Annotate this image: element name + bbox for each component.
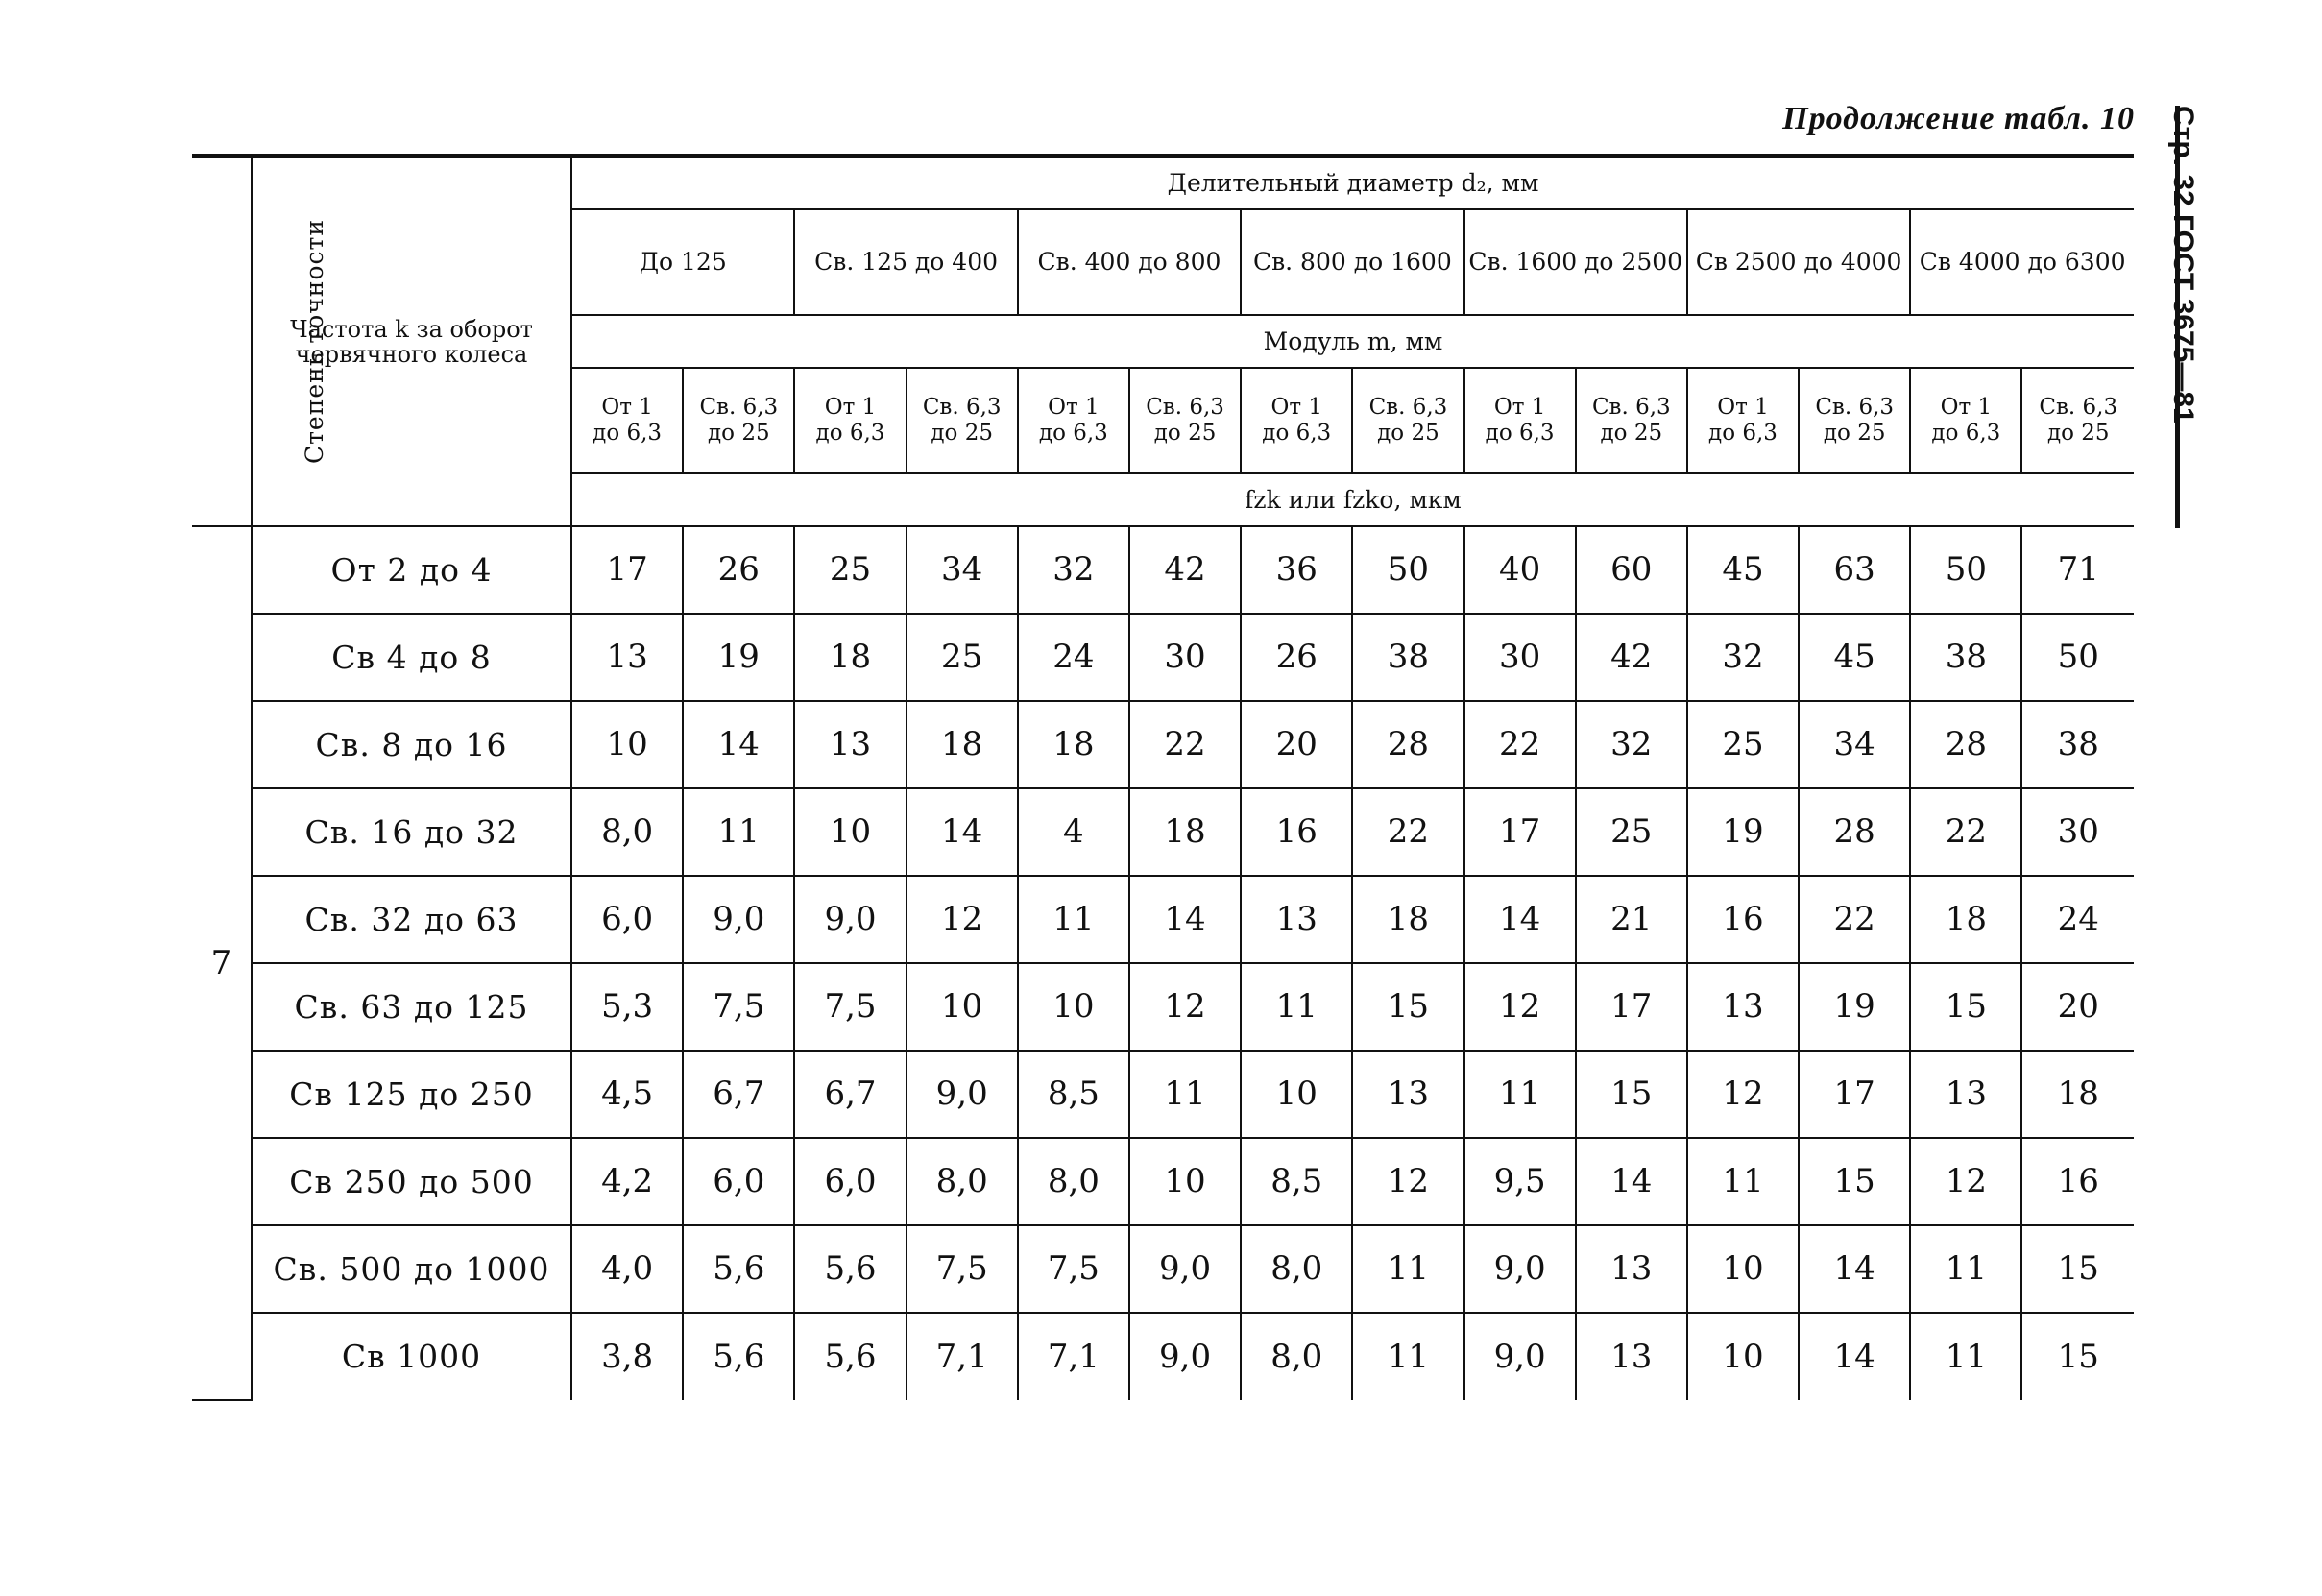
value-cell: 11 (1352, 1225, 1463, 1313)
value-cell: 10 (571, 701, 683, 788)
value-cell: 11 (1910, 1313, 2021, 1400)
value-cell: 12 (1687, 1051, 1799, 1138)
value-cell: 71 (2021, 526, 2134, 614)
module-high-line2: до 25 (1377, 420, 1439, 446)
value-cell: 7,5 (907, 1225, 1018, 1313)
diameter-range-1: До 125 (571, 209, 794, 315)
freq-cell: Св. 16 до 32 (252, 788, 571, 876)
value-cell: 24 (1018, 614, 1129, 701)
module-low-line2: до 6,3 (1038, 420, 1108, 446)
module-high-6 (1799, 368, 1910, 473)
module-high-line1: Св. 6,3 (1591, 394, 1671, 420)
value-cell: 28 (1799, 788, 1910, 876)
value-cell: 5,3 (571, 963, 683, 1051)
value-cell: 14 (907, 788, 1018, 876)
value-cell: 15 (1799, 1138, 1910, 1225)
module-high-line2: до 25 (2046, 420, 2110, 446)
value-cell: 14 (1799, 1313, 1910, 1400)
freq-cell: Св 250 до 500 (252, 1138, 571, 1225)
value-cell: 8,0 (571, 788, 683, 876)
value-cell: 4,0 (571, 1225, 683, 1313)
value-cell: 18 (1129, 788, 1241, 876)
value-cell: 15 (1576, 1051, 1687, 1138)
value-cell: 9,5 (1464, 1138, 1576, 1225)
value-cell: 13 (1576, 1225, 1687, 1313)
diameter-range-2: Св. 125 до 400 (794, 209, 1017, 315)
value-cell: 8,0 (1241, 1225, 1352, 1313)
value-cell: 28 (1352, 701, 1463, 788)
value-cell: 11 (683, 788, 794, 876)
value-cell: 20 (1241, 701, 1352, 788)
value-cell: 21 (1576, 876, 1687, 963)
value-cell: 11 (1241, 963, 1352, 1051)
value-cell: 5,6 (794, 1313, 906, 1400)
module-low-line2: до 6,3 (1485, 420, 1555, 446)
value-cell: 25 (907, 614, 1018, 701)
value-cell: 9,0 (907, 1051, 1018, 1138)
value-cell: 18 (2021, 1051, 2134, 1138)
table-body (192, 526, 2134, 1400)
value-cell: 9,0 (1464, 1225, 1576, 1313)
module-high-line1: Св. 6,3 (1146, 394, 1224, 420)
module-low-line1: От 1 (824, 394, 877, 420)
module-low-7 (1910, 368, 2021, 473)
table-row (192, 1313, 2134, 1400)
value-cell: 11 (1687, 1138, 1799, 1225)
value-cell: 38 (1352, 614, 1463, 701)
value-cell: 17 (1576, 963, 1687, 1051)
value-cell: 15 (2021, 1225, 2134, 1313)
module-high-3 (1129, 368, 1241, 473)
value-cell: 11 (1464, 1051, 1576, 1138)
value-cell: 22 (1352, 788, 1463, 876)
value-cell: 40 (1464, 526, 1576, 614)
value-cell: 32 (1576, 701, 1687, 788)
value-cell: 25 (794, 526, 906, 614)
value-cell: 12 (907, 876, 1018, 963)
value-cell: 38 (2021, 701, 2134, 788)
value-cell: 16 (1687, 876, 1799, 963)
freq-cell: Св. 8 до 16 (252, 701, 571, 788)
value-cell: 11 (1352, 1313, 1463, 1400)
value-cell: 8,5 (1018, 1051, 1129, 1138)
diameter-range-5: Св. 1600 до 2500 (1464, 209, 1687, 315)
module-high-line2: до 25 (1600, 420, 1663, 446)
value-cell: 10 (794, 788, 906, 876)
table-row (192, 1051, 2134, 1138)
module-low-line2: до 6,3 (1708, 420, 1778, 446)
value-cell: 17 (571, 526, 683, 614)
freq-cell: Св. 32 до 63 (252, 876, 571, 963)
value-cell: 14 (1576, 1138, 1687, 1225)
module-high-2 (907, 368, 1018, 473)
value-cell: 10 (1687, 1313, 1799, 1400)
module-high-line1: Св. 6,3 (1815, 394, 1895, 420)
value-cell: 30 (1464, 614, 1576, 701)
value-cell: 32 (1687, 614, 1799, 701)
value-cell: 13 (1576, 1313, 1687, 1400)
value-cell: 30 (2021, 788, 2134, 876)
freq-cell: Св. 63 до 125 (252, 963, 571, 1051)
value-cell: 15 (2021, 1313, 2134, 1400)
module-high-line1: Св. 6,3 (2039, 394, 2118, 420)
module-low-line2: до 6,3 (1262, 420, 1332, 446)
value-cell: 7,1 (907, 1313, 1018, 1400)
value-cell: 10 (1241, 1051, 1352, 1138)
table-row (192, 614, 2134, 701)
value-cell: 9,0 (794, 876, 906, 963)
value-cell: 13 (1352, 1051, 1463, 1138)
value-cell: 8,0 (907, 1138, 1018, 1225)
table-row (192, 1225, 2134, 1313)
value-cell: 4,2 (571, 1138, 683, 1225)
module-low-3 (1018, 368, 1129, 473)
value-cell: 16 (2021, 1138, 2134, 1225)
module-low-6 (1687, 368, 1799, 473)
value-cell: 50 (2021, 614, 2134, 701)
value-cell: 3,8 (571, 1313, 683, 1400)
value-cell: 25 (1576, 788, 1687, 876)
value-cell: 38 (1910, 614, 2021, 701)
value-cell: 19 (1799, 963, 1910, 1051)
module-low-line1: От 1 (1270, 394, 1323, 420)
freq-cell: Св 4 до 8 (252, 614, 571, 701)
value-cell: 28 (1910, 701, 2021, 788)
value-cell: 19 (683, 614, 794, 701)
value-cell: 26 (683, 526, 794, 614)
value-cell: 26 (1241, 614, 1352, 701)
value-cell: 13 (571, 614, 683, 701)
diameter-range-4: Св. 800 до 1600 (1241, 209, 1463, 315)
table-row (192, 701, 2134, 788)
grade-header (192, 157, 329, 526)
value-cell: 12 (1464, 963, 1576, 1051)
value-cell: 13 (1910, 1051, 2021, 1138)
freq-cell: От 2 до 4 (252, 526, 571, 614)
value-cell: 9,0 (1129, 1225, 1241, 1313)
value-cell: 45 (1687, 526, 1799, 614)
value-cell: 63 (1799, 526, 1910, 614)
diameter-header: Делительный диаметр d₂, мм (571, 157, 2134, 209)
value-cell: 25 (1687, 701, 1799, 788)
value-cell: 20 (2021, 963, 2134, 1051)
value-cell: 5,6 (794, 1225, 906, 1313)
module-low-line1: От 1 (1493, 394, 1546, 420)
value-cell: 60 (1576, 526, 1687, 614)
value-cell: 13 (794, 701, 906, 788)
value-cell: 22 (1464, 701, 1576, 788)
value-cell: 15 (1352, 963, 1463, 1051)
value-cell: 17 (1464, 788, 1576, 876)
value-cell: 10 (1129, 1138, 1241, 1225)
value-cell: 45 (1799, 614, 1910, 701)
value-cell: 18 (907, 701, 1018, 788)
value-cell: 10 (1687, 1225, 1799, 1313)
value-cell: 12 (1129, 963, 1241, 1051)
side-page-text: Стр. 32 ГОСТ 3675—81 (2167, 106, 2199, 423)
value-cell: 50 (1352, 526, 1463, 614)
module-high-line2: до 25 (1823, 420, 1886, 446)
table-row (192, 963, 2134, 1051)
diameter-range-7: Св 4000 до 6300 (1910, 209, 2134, 315)
value-cell: 18 (794, 614, 906, 701)
module-low-1 (571, 368, 683, 473)
value-cell: 32 (1018, 526, 1129, 614)
value-cell: 12 (1910, 1138, 2021, 1225)
module-high-line2: до 25 (931, 420, 993, 446)
value-cell: 6,7 (794, 1051, 906, 1138)
grade-header-text: Степень точности (301, 219, 329, 465)
value-cell: 14 (683, 701, 794, 788)
value-cell: 22 (1799, 876, 1910, 963)
module-low-line1: От 1 (601, 394, 653, 420)
table-row (192, 1138, 2134, 1225)
module-low-line2: до 6,3 (1931, 420, 2001, 446)
table-row (192, 876, 2134, 963)
value-cell: 36 (1241, 526, 1352, 614)
tolerance-table (192, 154, 2134, 1401)
value-cell: 5,6 (683, 1313, 794, 1400)
module-high-line1: Св. 6,3 (1368, 394, 1448, 420)
value-cell: 14 (1799, 1225, 1910, 1313)
value-cell: 24 (2021, 876, 2134, 963)
value-cell: 10 (1018, 963, 1129, 1051)
value-cell: 6,7 (683, 1051, 794, 1138)
module-low-4 (1241, 368, 1352, 473)
freq-cell: Св. 500 до 1000 (252, 1225, 571, 1313)
value-cell: 18 (1352, 876, 1463, 963)
diameter-range-6: Св 2500 до 4000 (1687, 209, 1910, 315)
module-low-line2: до 6,3 (593, 420, 663, 446)
value-cell: 6,0 (683, 1138, 794, 1225)
value-cell: 50 (1910, 526, 2021, 614)
value-cell: 11 (1910, 1225, 2021, 1313)
module-low-line1: От 1 (1717, 394, 1769, 420)
value-cell: 13 (1687, 963, 1799, 1051)
table-caption: Продолжение табл. 10 (1782, 101, 2135, 136)
module-high-line2: до 25 (708, 420, 770, 446)
module-high-line1: Св. 6,3 (922, 394, 1002, 420)
module-low-line1: От 1 (1940, 394, 1993, 420)
value-cell: 19 (1687, 788, 1799, 876)
value-cell: 42 (1129, 526, 1241, 614)
value-cell: 15 (1910, 963, 2021, 1051)
value-cell: 14 (1129, 876, 1241, 963)
module-low-line2: до 6,3 (815, 420, 885, 446)
value-cell: 16 (1241, 788, 1352, 876)
value-cell: 6,0 (794, 1138, 906, 1225)
side-page-label (2167, 106, 2233, 528)
value-cell: 9,0 (683, 876, 794, 963)
value-cell: 11 (1129, 1051, 1241, 1138)
value-cell: 10 (907, 963, 1018, 1051)
value-cell: 22 (1129, 701, 1241, 788)
value-cell: 17 (1799, 1051, 1910, 1138)
value-cell: 7,1 (1018, 1313, 1129, 1400)
value-cell: 7,5 (1018, 1225, 1129, 1313)
grade-value: 7 (192, 526, 252, 1400)
value-cell: 11 (1018, 876, 1129, 963)
freq-cell: Св 125 до 250 (252, 1051, 571, 1138)
value-cell: 8,5 (1241, 1138, 1352, 1225)
module-high-1 (683, 368, 794, 473)
value-cell: 4,5 (571, 1051, 683, 1138)
value-cell: 18 (1018, 701, 1129, 788)
value-cell: 8,0 (1241, 1313, 1352, 1400)
module-header: Модуль m, мм (571, 315, 2134, 368)
value-cell: 13 (1241, 876, 1352, 963)
value-cell: 6,0 (571, 876, 683, 963)
value-cell: 12 (1352, 1138, 1463, 1225)
module-low-5 (1464, 368, 1576, 473)
value-cell: 30 (1129, 614, 1241, 701)
value-cell: 7,5 (683, 963, 794, 1051)
module-low-2 (794, 368, 906, 473)
value-cell: 9,0 (1129, 1313, 1241, 1400)
module-high-line1: Св. 6,3 (699, 394, 779, 420)
value-cell: 14 (1464, 876, 1576, 963)
diameter-range-3: Св. 400 до 800 (1018, 209, 1241, 315)
freq-header: Частота k за оборот червячного колеса (252, 157, 571, 526)
value-cell: 9,0 (1464, 1313, 1576, 1400)
module-high-7 (2021, 368, 2134, 473)
module-low-line1: От 1 (1048, 394, 1100, 420)
unit-header: fzk или fzko, мкм (571, 473, 2134, 526)
value-cell: 5,6 (683, 1225, 794, 1313)
module-high-5 (1576, 368, 1687, 473)
table-row (192, 526, 2134, 614)
value-cell: 7,5 (794, 963, 906, 1051)
value-cell: 4 (1018, 788, 1129, 876)
value-cell: 22 (1910, 788, 2021, 876)
value-cell: 34 (907, 526, 1018, 614)
module-high-4 (1352, 368, 1463, 473)
table-row (192, 788, 2134, 876)
module-high-line2: до 25 (1153, 420, 1217, 446)
value-cell: 8,0 (1018, 1138, 1129, 1225)
freq-cell: Св 1000 (252, 1313, 571, 1400)
value-cell: 42 (1576, 614, 1687, 701)
value-cell: 34 (1799, 701, 1910, 788)
value-cell: 18 (1910, 876, 2021, 963)
